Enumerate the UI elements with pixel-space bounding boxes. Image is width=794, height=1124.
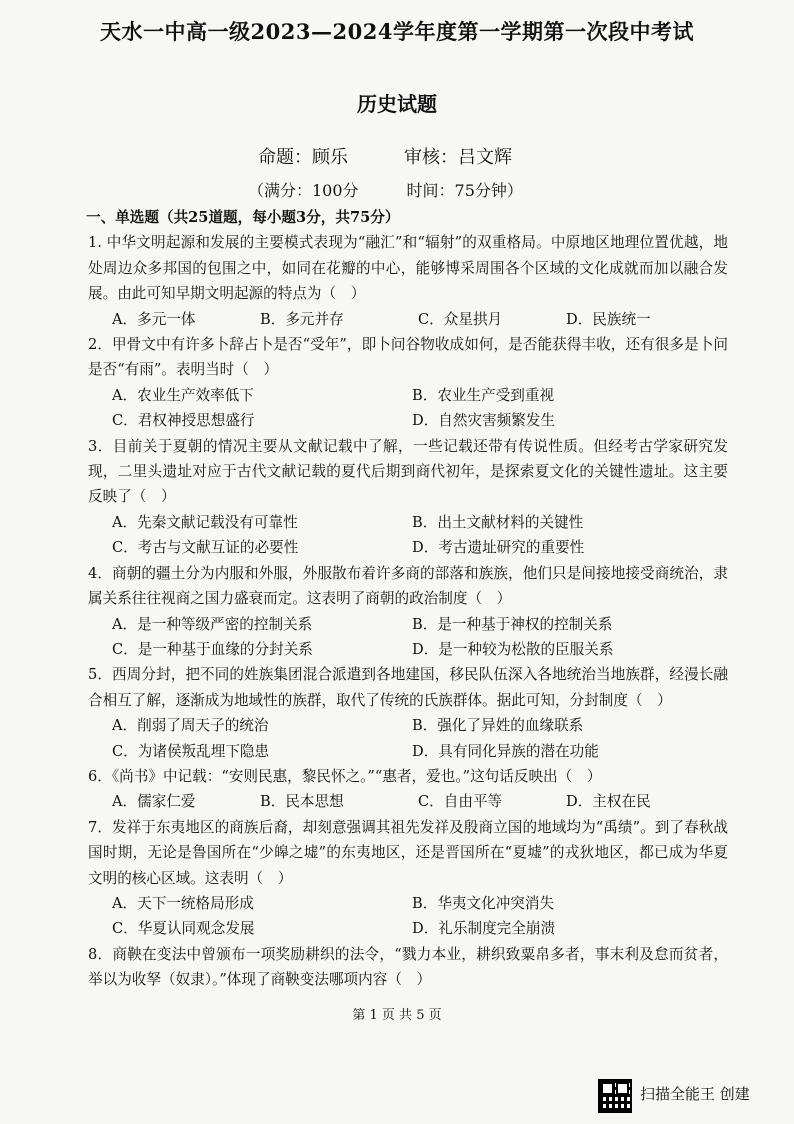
full-score: （满分：100分 [248, 181, 359, 200]
option-group [88, 383, 728, 434]
answer-option: D．民族统一 [566, 310, 651, 328]
option-group [88, 891, 728, 942]
option-group [88, 612, 728, 663]
answer-option: B．是一种基于神权的控制关系 [412, 615, 613, 633]
question-stem: 2．甲骨文中有许多卜辞占卜是否“受年”，即卜问谷物收成如何，是否能获得丰收，还有很多是卜问是否“有雨”。表明当时（ ） [88, 336, 728, 379]
answer-option: D．主权在民 [566, 793, 651, 811]
answer-option: A．是一种等级严密的控制关系 [112, 615, 313, 633]
answer-option: C．是一种基于血缘的分封关系 [112, 640, 313, 658]
answer-option: D．礼乐制度完全崩溃 [412, 920, 556, 938]
setter-name: 顾乐 [312, 147, 348, 168]
page-footer: 第 1 页 共 5 页 [352, 1008, 442, 1023]
answer-option: B．出土文献材料的关键性 [412, 513, 584, 531]
question-item [88, 764, 728, 815]
answer-option: A．削弱了周天子的统治 [112, 717, 269, 735]
setter-label: 命题： [258, 147, 312, 168]
question-stem: 5．西周分封，把不同的姓族集团混合派遣到各地建国，移民队伍深入各地统治当地族群，经漫长融合相互了解，逐渐成为地域性的族群，取代了传统的氏族群体。据此可知，分封制度（ ） [88, 666, 728, 709]
answer-option: B．多元并存 [260, 310, 344, 328]
answer-option: C．自由平等 [418, 793, 503, 811]
option-group [88, 510, 728, 561]
answer-option: A．儒家仁爱 [112, 793, 196, 811]
answer-option: D．自然灾害频繁发生 [412, 412, 556, 430]
answer-option: C．为诸侯叛乱埋下隐患 [112, 742, 270, 760]
question-item [88, 662, 728, 764]
question-item [88, 815, 728, 942]
answer-option: B．华夷文化冲突消失 [412, 894, 555, 912]
answer-option: A．先秦文献记载没有可靠性 [112, 513, 298, 531]
exam-time: 时间：75分钟） [406, 181, 523, 200]
question-list [88, 230, 728, 992]
answer-option: B．民本思想 [260, 793, 344, 811]
exam-meta [248, 178, 523, 201]
qr-code-icon [598, 1079, 632, 1113]
exam-title: 天水一中高一级2023—2024学年度第一学期第一次段中考试 [100, 19, 694, 44]
question-stem: 3．目前关于夏朝的情况主要从文献记载中了解，一些记载还带有传说性质。但经考古学家研究发现，二里头遗址对应于古代文献记载的夏代后期到商代初年，是探索夏文化的关键性遗址。这主要反映了（ ） [88, 437, 728, 506]
answer-option: D．考古遗址研究的重要性 [412, 539, 585, 557]
question-stem: 8．商鞅在变法中曾颁布一项奖励耕织的法令，“戮力本业，耕织致粟帛多者，事末利及怠而贫者，举以为收孥（奴隶）。”体现了商鞅变法哪项内容（ ） [88, 945, 728, 989]
answer-option: A．农业生产效率低下 [112, 386, 254, 404]
answer-option: B．农业生产受到重视 [412, 386, 555, 404]
answer-option: D．具有同化异族的潜在功能 [412, 742, 599, 760]
exam-subtitle: 历史试题 [357, 92, 437, 116]
reviewer-name: 吕文辉 [458, 147, 512, 168]
option-group [88, 789, 728, 814]
answer-option: A．多元一体 [112, 310, 196, 328]
answer-option: B．强化了异姓的血缘联系 [412, 717, 584, 735]
question-item [88, 561, 728, 663]
question-item [88, 332, 728, 434]
answer-option: C．考古与文献互证的必要性 [112, 539, 299, 557]
option-group [88, 713, 728, 764]
question-stem: 1. 中华文明起源和发展的主要模式表现为“融汇”和“辐射”的双重格局。中原地区地理位置优越，地处周边众多邦国的包围之中，如同在花瓣的中心，能够博采周围各个区域的文化成就而加以融合发展。由此可知早期文明起源的特点为（ ） [88, 234, 728, 303]
answer-option: C．华夏认同观念发展 [112, 920, 255, 938]
exam-content [88, 205, 728, 993]
option-group [88, 307, 728, 332]
reviewer-label: 审核： [404, 147, 458, 168]
question-stem: 4．商朝的疆土分为内服和外服，外服散布着许多商的部落和族族，他们只是间接地接受商统治，隶属关系往往视商之国力盛衰而定。这表明了商朝的政治制度（ ） [88, 564, 728, 608]
answer-option: C．君权神授思想盛行 [112, 412, 255, 430]
question-stem: 7．发祥于东夷地区的商族后裔，却刻意强调其祖先发祥及殷商立国的地域均为“禹绩”。到了春秋战国时期，无论是鲁国所在“少皞之墟”的东夷地区，还是晋国所在“夏墟”的戎狄地区，都已成为华夏文明的核心区域。这表明（ ） [88, 818, 728, 887]
answer-option: C．众星拱月 [418, 310, 503, 328]
question-item [88, 434, 728, 561]
exam-authors [258, 143, 512, 169]
question-item [88, 230, 728, 332]
question-stem: 6．《尚书》中记载：“安则民惠，黎民怀之。”“惠者，爱也。”这句话反映出（ ） [88, 767, 602, 785]
scanner-watermark: 扫描全能王 创建 [640, 1085, 750, 1103]
answer-option: A．天下一统格局形成 [112, 894, 254, 912]
answer-option: D．是一种较为松散的臣服关系 [412, 640, 614, 658]
question-item [88, 942, 728, 993]
section-heading: 一、单选题（共25道题，每小题3分，共75分） [86, 209, 400, 226]
